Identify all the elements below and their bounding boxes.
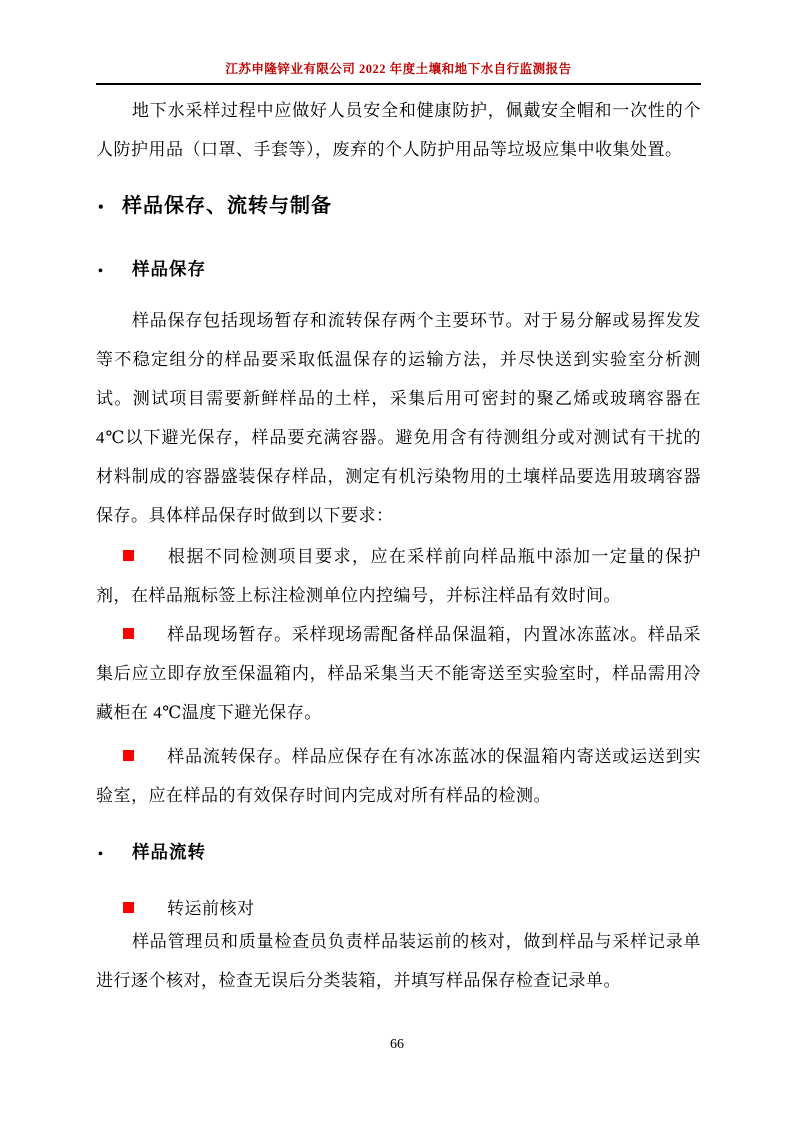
subsection-heading-label: 样品保存: [132, 259, 206, 279]
page-number: 66: [390, 1037, 404, 1052]
list-item-text: 样品现场暂存。采样现场需配备样品保温箱，内置冰冻蓝冰。样品采集后应立即存放至保温箱内，样品采集当天不能寄送至实验室时，样品需用冷藏柜在 4℃温度下避光保存。: [96, 625, 701, 722]
bullet-dot-icon: •: [98, 847, 104, 862]
subsection-heading-label: 样品流转: [132, 842, 206, 862]
red-square-icon: [123, 902, 134, 913]
bullet-dot-icon: •: [98, 199, 105, 216]
paragraph-transfer-check: 样品管理员和质量检查员负责样品装运前的核对，做到样品与采样记录单进行逐个核对，检查无误后分类装箱，并填写样品保存检查记录单。: [96, 932, 701, 990]
paragraph-sample-preservation: 样品保存包括现场暂存和流转保存两个主要环节。对于易分解或易挥发发等不稳定组分的样品要采取低温保存的运输方法，并尽快送到实验室分析测试。测试项目需要新鲜样品的土样，采集后用可密封的聚乙烯或玻璃容器在 4℃以下避光保存，样品要充满容器。避免用含有待测组分或对测试有干扰的材料制成的容器盛装保存样品，测定有机污染物用的土壤样品要选用玻璃容器保存。具体样品保存时做到以下要求：: [96, 311, 701, 525]
list-item-text: 根据不同检测项目要求，应在采样前向样品瓶中添加一定量的保护剂，在样品瓶标签上标注检测单位内控编号，并标注样品有效时间。: [96, 547, 701, 605]
section-heading: [96, 193, 701, 221]
list-item: [96, 737, 701, 815]
paragraph-groundwater-sampling: 地下水采样过程中应做好人员安全和健康防护，佩戴安全帽和一次性的个人防护用品（口罩、手套等），废弃的个人防护用品等垃圾应集中收集处置。: [96, 101, 701, 159]
bullet-dot-icon: •: [98, 264, 104, 279]
subsection-heading-sample-preservation: [96, 257, 701, 284]
red-square-icon: [123, 750, 134, 761]
list-item: [96, 537, 701, 615]
page-header: [96, 0, 701, 85]
red-square-icon: [123, 628, 134, 639]
section-heading-label: 样品保存、流转与制备: [122, 195, 332, 217]
subsection-heading-sample-transfer: [96, 840, 701, 867]
header-divider: [96, 83, 701, 85]
list-item-text: 样品流转保存。样品应保存在有冰冻蓝冰的保温箱内寄送或运送到实验室，应在样品的有效保存时间内完成对所有样品的检测。: [96, 747, 701, 805]
list-item-text: 转运前核对: [167, 899, 255, 918]
list-item: [96, 615, 701, 732]
report-header-title: 江苏申隆锌业有限公司 2022 年度土壤和地下水自行监测报告: [225, 62, 572, 76]
red-square-icon: [123, 550, 134, 561]
